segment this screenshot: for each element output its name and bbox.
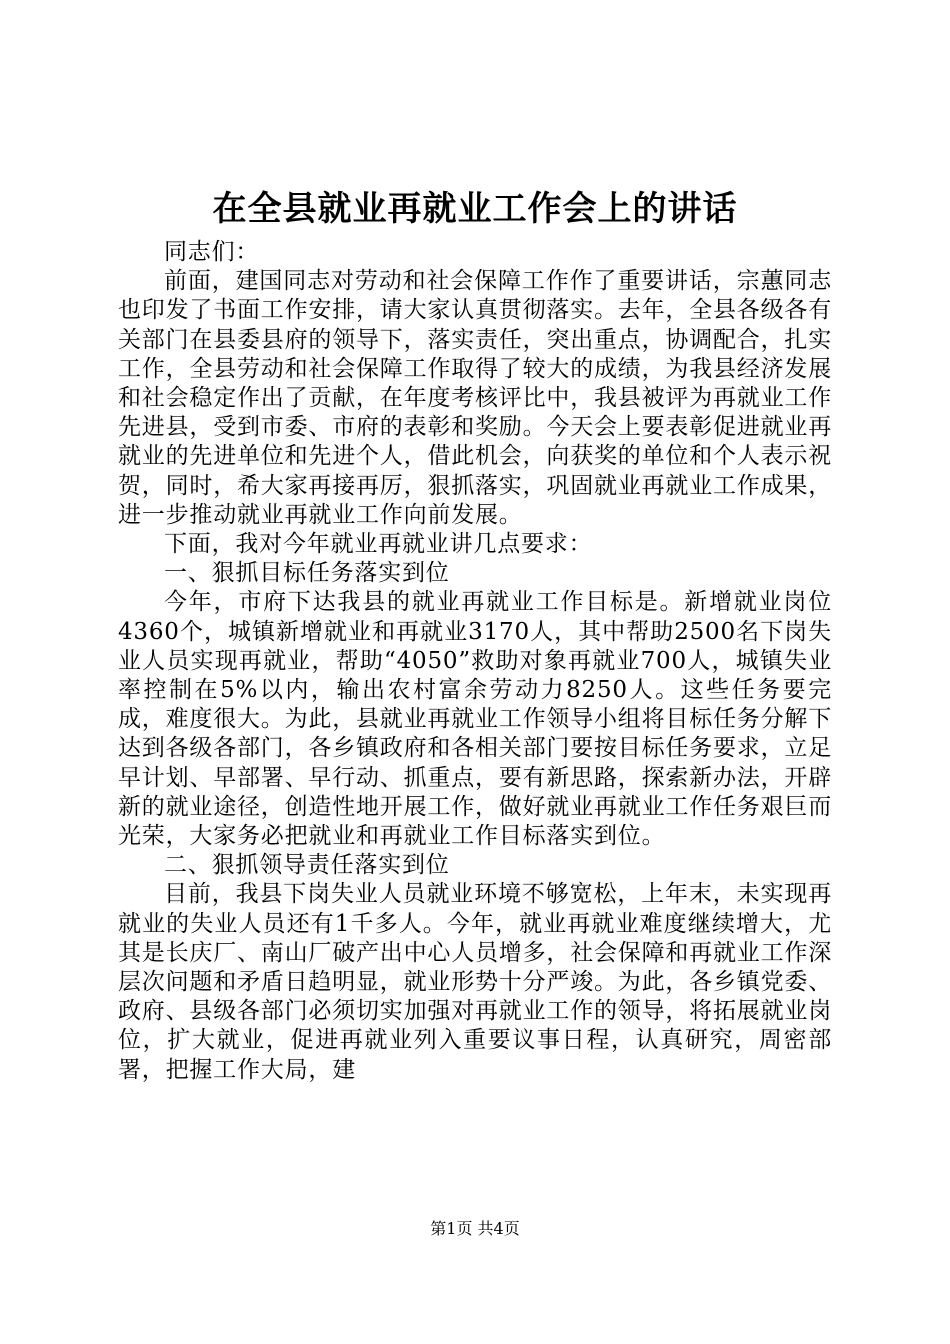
salutation-paragraph: 同志们： (164, 239, 260, 265)
document-title: 在全县就业再就业工作会上的讲话 (212, 189, 738, 229)
body-paragraph: 今年，市府下达我县的就业再就业工作目标是。新增就业岗位4360个，城镇新增就业和再就业3170人，其中帮助2500名下岗失业人员实现再就业，帮助“4050”救助对象再就业700人，城镇失业率控制在5%以内，输出农村富余劳动力8250人。这些任务要完成，难度很大。为此，县就业再就业工作领导小组将目标任务分解下达到各级各部门，各乡镇政府和各相关部门要按目标任务要求，立足早计划、早部署、早行动、抓重点，要有新思路，探索新办法，开辟新的就业途径，创造性地开展工作，做好就业再就业工作任务艰巨而光荣，大家务必把就业和再就业工作目标落实到位。 (118, 589, 832, 850)
page-footer: 第1页 共4页 (430, 1219, 520, 1238)
body-paragraph: 目前，我县下岗失业人员就业环境不够宽松，上年末，未实现再就业的失业人员还有1千多人。今年，就业再就业难度继续增大，尤其是长庆厂、南山厂破产出中心人员增多，社会保障和再就业工作深层次问题和矛盾日趋明显，就业形势十分严竣。为此，各乡镇党委、政府、县级各部门必须切实加强对再就业工作的领导，将拓展就业岗位，扩大就业，促进再就业列入重要议事日程，认真研究，周密部署，把握工作大局，建 (118, 881, 832, 1083)
section-heading: 二、狠抓领导责任落实到位 (164, 852, 450, 879)
document-body (118, 238, 832, 1085)
section-heading: 一、狠抓目标任务落实到位 (164, 560, 450, 587)
body-paragraph: 前面，建国同志对劳动和社会保障工作作了重要讲话，宗蕙同志也印发了书面工作安排，请大家认真贯彻落实。去年，全县各级各有关部门在县委县府的领导下，落实责任，突出重点，协调配合，扎实工作，全县劳动和社会保障工作取得了较大的成绩，为我县经济发展和社会稳定作出了贡献，在年度考核评比中，我县被评为再就业工作先进县，受到市委、市府的表彰和奖励。今天会上要表彰促进就业再就业的先进单位和先进个人，借此机会，向获奖的单位和个人表示祝贺，同时，希大家再接再厉，狠抓落实，巩固就业再就业工作成果，进一步推动就业再就业工作向前发展。 (118, 268, 832, 528)
body-paragraph: 下面，我对今年就业再就业讲几点要求： (164, 531, 593, 558)
